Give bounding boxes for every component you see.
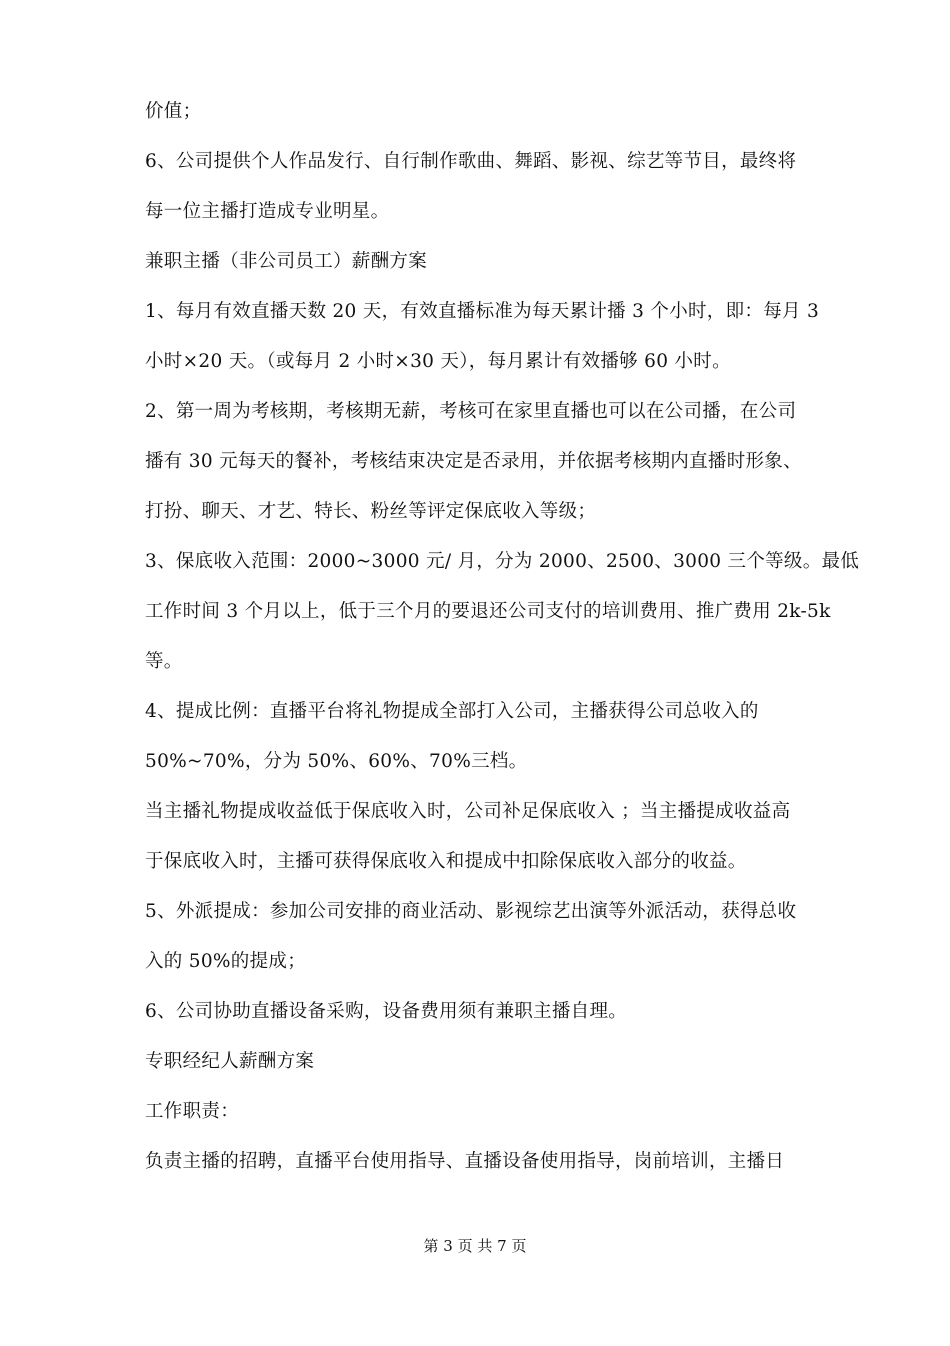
text-line: 4、提成比例：直播平台将礼物提成全部打入公司，主播获得公司总收入的 — [145, 701, 759, 722]
page-footer: 第 3 页 共 7 页 — [423, 1237, 527, 1255]
text-line: 入的 50%的提成； — [145, 951, 307, 972]
text-line: 价值； — [145, 101, 202, 122]
text-line: 6、公司提供个人作品发行、自行制作歌曲、舞蹈、影视、综艺等节目，最终将 — [145, 151, 797, 172]
text-line: 6、公司协助直播设备采购，设备费用须有兼职主播自理。 — [145, 1001, 628, 1022]
text-line: 每一位主播打造成专业明星。 — [145, 201, 390, 222]
subheading-job-duties: 工作职责： — [145, 1101, 240, 1122]
text-line: 于保底收入时，主播可获得保底收入和提成中扣除保底收入部分的收益。 — [145, 851, 747, 872]
text-line: 当主播礼物提成收益低于保底收入时，公司补足保底收入 ；当主播提成收益高 — [145, 801, 791, 822]
text-line: 5、外派提成：参加公司安排的商业活动、影视综艺出演等外派活动，获得总收 — [145, 901, 797, 922]
text-line: 等。 — [145, 651, 183, 672]
text-line: 2、第一周为考核期，考核期无薪，考核可在家里直播也可以在公司播，在公司 — [145, 401, 797, 422]
section-heading-part-time-anchor-pay: 兼职主播（非公司员工）薪酬方案 — [145, 251, 428, 272]
text-line: 小时×20 天。（或每月 2 小时×30 天），每月累计有效播够 60 小时。 — [145, 351, 731, 372]
text-line: 1、每月有效直播天数 20 天，有效直播标准为每天累计播 3 个小时，即：每月 3 — [145, 301, 820, 322]
text-line: 打扮、聊天、才艺、特长、粉丝等评定保底收入等级； — [145, 501, 597, 522]
text-line: 工作时间 3 个月以上，低于三个月的要退还公司支付的培训费用、推广费用 2k-5k — [145, 601, 831, 622]
section-heading-agent-pay: 专职经纪人薪酬方案 — [145, 1051, 315, 1072]
text-line: 50%~70%，分为 50%、60%、70%三档。 — [145, 751, 528, 772]
text-line: 负责主播的招聘，直播平台使用指导、直播设备使用指导，岗前培训，主播日 — [145, 1151, 785, 1172]
text-line: 播有 30 元每天的餐补，考核结束决定是否录用，并依据考核期内直播时形象、 — [145, 451, 802, 472]
text-line: 3、保底收入范围：2000~3000 元/ 月，分为 2000、2500、3000 三个等级。最低 — [145, 551, 860, 572]
